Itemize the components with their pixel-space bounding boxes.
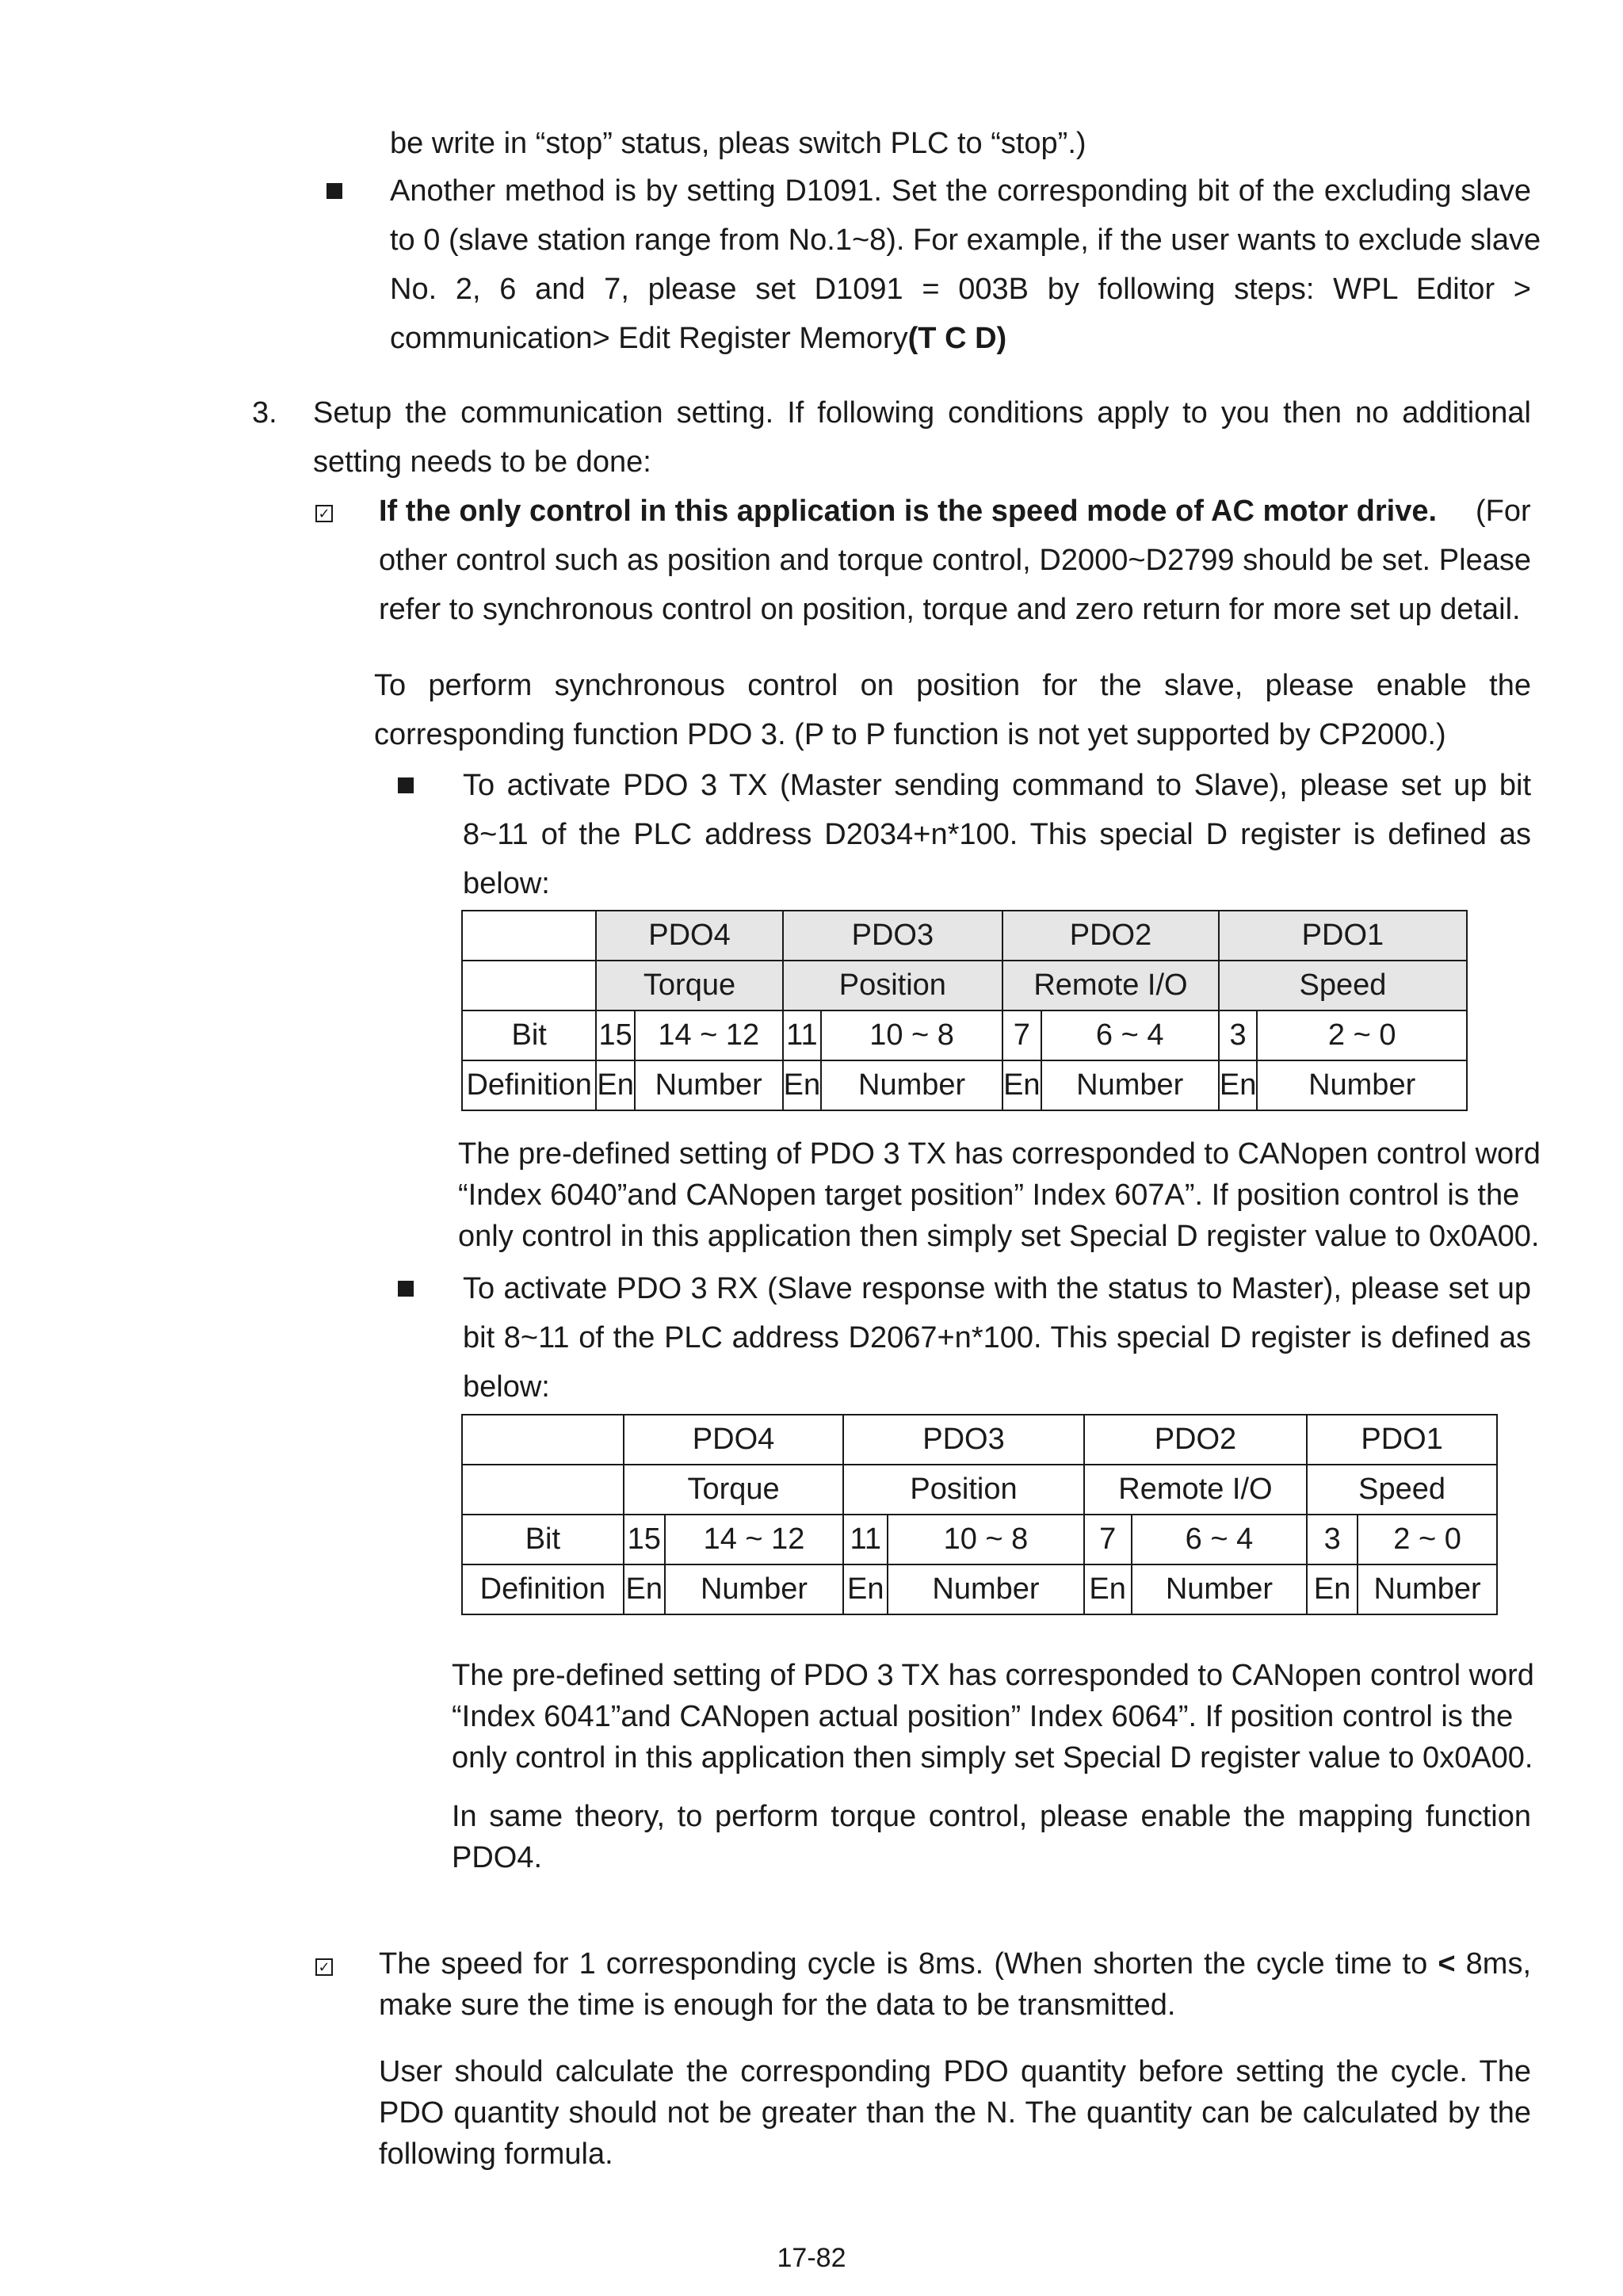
pdo-tx-table (461, 910, 1468, 1111)
pdo1-header: PDO1 (1219, 911, 1467, 961)
bit-cell: 2 ~ 0 (1358, 1515, 1497, 1564)
tx-line-2: 8~11 of the PLC address D2034+n*100. This special D register is defined as (463, 818, 1531, 851)
pdo2-header: PDO2 (1084, 1415, 1308, 1465)
row-label: Bit (462, 1515, 624, 1564)
def-cell: Number (1132, 1564, 1308, 1614)
square-bullet-icon (398, 1281, 414, 1297)
def-cell: Number (821, 1060, 1002, 1110)
check1-line-3: refer to synchronous control on position, torque and zero return for more set up detail. (379, 593, 1521, 626)
d1091-line-3: No. 2, 6 and 7, please set D1091 = 003B by following steps: WPL Editor > (390, 273, 1531, 306)
check1-line-1-tail: (For (1476, 495, 1531, 528)
def-cell: Number (665, 1564, 844, 1614)
calc-line-2: PDO quantity should not be greater than the N. The quantity can be calculated by the (379, 2096, 1531, 2130)
checkbox-checked-icon: ✓ (315, 1958, 333, 1976)
pdo3-type: Position (783, 961, 1002, 1010)
pdo2-type: Remote I/O (1002, 961, 1219, 1010)
pdo4-header: PDO4 (596, 911, 782, 961)
torque-note-line-1: In same theory, to perform torque control, please enable the mapping function (452, 1800, 1531, 1833)
pdo3-type: Position (843, 1465, 1083, 1515)
def-cell: En (783, 1060, 821, 1110)
def-cell: En (1219, 1060, 1257, 1110)
check2-line-1: The speed for 1 corresponding cycle is 8ms. (When shorten the cycle time to < 8ms, (379, 1947, 1532, 1981)
bit-cell: 15 (596, 1010, 634, 1060)
def-cell: En (1002, 1060, 1041, 1110)
check1-line-2: other control such as position and torque control, D2000~D2799 should be set. Please (379, 544, 1531, 577)
calc-line-3: following formula. (379, 2137, 613, 2171)
bit-cell: 15 (624, 1515, 665, 1564)
bit-cell: 7 (1084, 1515, 1132, 1564)
sync-line-1: To perform synchronous control on position for the slave, please enable the (374, 669, 1531, 702)
table-cell (462, 1415, 624, 1465)
pdo-rx-table (461, 1414, 1498, 1615)
table-cell (462, 911, 596, 961)
pdo4-header: PDO4 (624, 1415, 844, 1465)
def-cell: En (596, 1060, 634, 1110)
check2-line-2: make sure the time is enough for the data to be transmitted. (379, 1988, 1176, 2022)
rx-note-line-1: The pre-defined setting of PDO 3 TX has corresponded to CANopen control word (452, 1659, 1534, 1692)
def-cell: Number (1041, 1060, 1219, 1110)
pdo2-header: PDO2 (1002, 911, 1219, 961)
def-cell: Number (888, 1564, 1083, 1614)
step3-line-1: Setup the communication setting. If following conditions apply to you then no additional (313, 396, 1531, 430)
tx-line-3: below: (463, 867, 550, 900)
tx-note-line-3: only control in this application then simply set Special D register value to 0x0A00. (458, 1220, 1540, 1253)
row-label: Definition (462, 1564, 624, 1614)
pdo3-header: PDO3 (783, 911, 1002, 961)
d1091-line-2: to 0 (slave station range from No.1~8). For example, if the user wants to exclude slave (390, 223, 1541, 257)
bit-cell: 10 ~ 8 (821, 1010, 1002, 1060)
calc-line-1: User should calculate the corresponding PDO quantity before setting the cycle. The (379, 2055, 1531, 2088)
continuation-text: be write in “stop” status, pleas switch PLC to “stop”.) (390, 127, 1086, 160)
step-number: 3. (252, 396, 277, 430)
bit-cell: 2 ~ 0 (1257, 1010, 1467, 1060)
bit-cell: 11 (843, 1515, 888, 1564)
d1091-line-1: Another method is by setting D1091. Set the corresponding bit of the excluding slave (390, 174, 1531, 208)
row-label: Bit (462, 1010, 596, 1060)
rx-note-line-3: only control in this application then simply set Special D register value to 0x0A00. (452, 1741, 1533, 1775)
def-cell: Number (635, 1060, 783, 1110)
def-cell: En (843, 1564, 888, 1614)
torque-note-line-2: PDO4. (452, 1841, 543, 1874)
checkbox-checked-icon: ✓ (315, 505, 333, 522)
def-cell: En (1307, 1564, 1358, 1614)
rx-line-3: below: (463, 1370, 550, 1404)
bit-cell: 6 ~ 4 (1041, 1010, 1219, 1060)
step3-line-2: setting needs to be done: (313, 445, 651, 479)
bit-cell: 11 (783, 1010, 821, 1060)
def-cell: Number (1257, 1060, 1467, 1110)
bit-cell: 6 ~ 4 (1132, 1515, 1308, 1564)
pdo4-type: Torque (596, 961, 782, 1010)
def-cell: En (1084, 1564, 1132, 1614)
tx-line-1: To activate PDO 3 TX (Master sending command to Slave), please set up bit (463, 769, 1531, 802)
pdo1-type: Speed (1219, 961, 1467, 1010)
bit-cell: 14 ~ 12 (665, 1515, 844, 1564)
rx-line-1: To activate PDO 3 RX (Slave response with the status to Master), please set up (463, 1272, 1531, 1305)
square-bullet-icon (398, 777, 414, 793)
pdo1-header: PDO1 (1307, 1415, 1497, 1465)
sync-line-2: corresponding function PDO 3. (P to P function is not yet supported by CP2000.) (374, 718, 1446, 751)
bit-cell: 7 (1002, 1010, 1041, 1060)
pdo3-header: PDO3 (843, 1415, 1083, 1465)
page-number: 17-82 (777, 2243, 846, 2273)
bit-cell: 3 (1307, 1515, 1358, 1564)
tx-note-line-1: The pre-defined setting of PDO 3 TX has corresponded to CANopen control word (458, 1137, 1541, 1171)
check1-line-1: If the only control in this application is the speed mode of AC motor drive. (379, 495, 1438, 528)
def-cell: Number (1358, 1564, 1497, 1614)
d1091-line-4: communication> Edit Register Memory(T C D) (390, 322, 1007, 355)
square-bullet-icon (327, 183, 342, 199)
rx-note-line-2: “Index 6041”and CANopen actual position” Index 6064”. If position control is the (452, 1700, 1514, 1733)
def-cell: En (624, 1564, 665, 1614)
row-label: Definition (462, 1060, 596, 1110)
table-cell (462, 961, 596, 1010)
tx-note-line-2: “Index 6040”and CANopen target position” Index 607A”. If position control is the (458, 1179, 1520, 1212)
bit-cell: 10 ~ 8 (888, 1515, 1083, 1564)
rx-line-2: bit 8~11 of the PLC address D2067+n*100. This special D register is defined as (463, 1321, 1531, 1354)
bit-cell: 14 ~ 12 (635, 1010, 783, 1060)
table-cell (462, 1465, 624, 1515)
pdo1-type: Speed (1307, 1465, 1497, 1515)
pdo2-type: Remote I/O (1084, 1465, 1308, 1515)
bit-cell: 3 (1219, 1010, 1257, 1060)
pdo4-type: Torque (624, 1465, 844, 1515)
